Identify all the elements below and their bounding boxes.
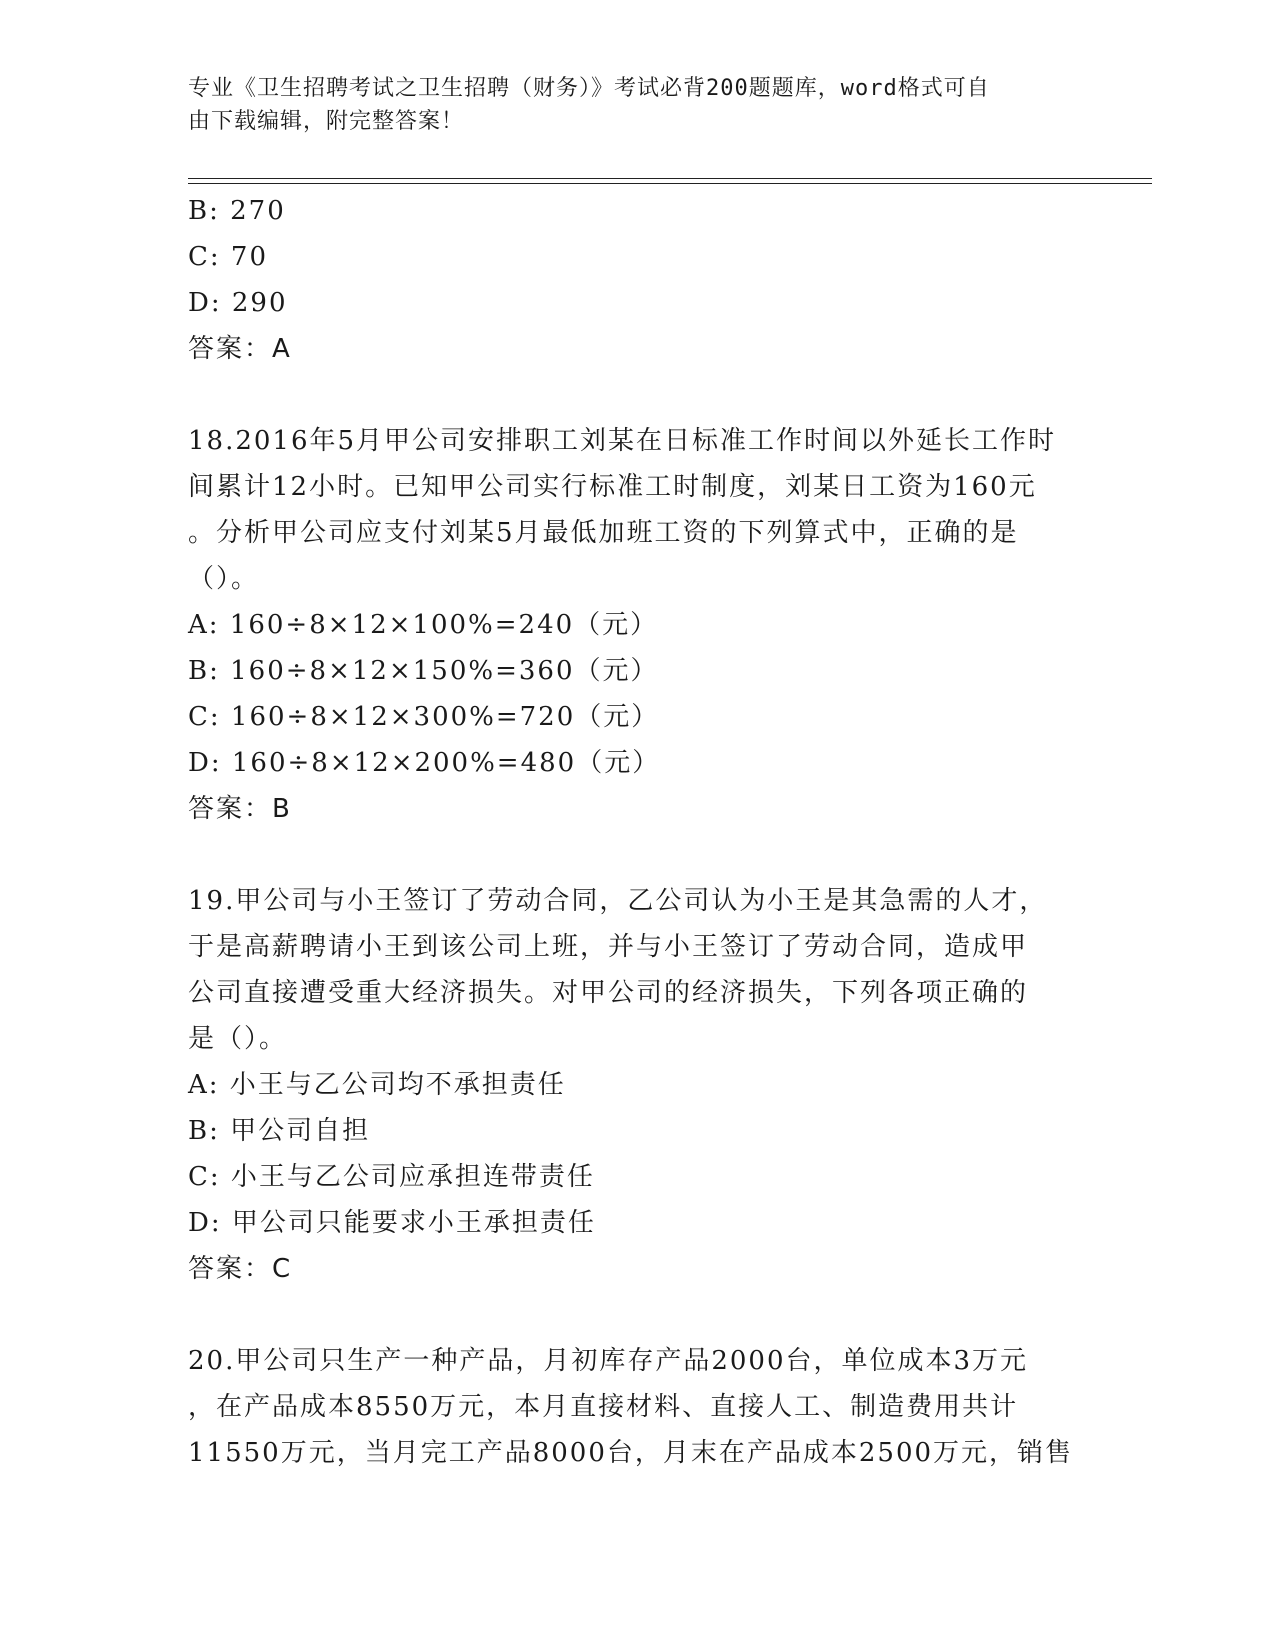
question-text-line: 公司直接遭受重大经济损失。对甲公司的经济损失，下列各项正确的 <box>188 978 1029 1008</box>
document-header <box>188 72 1088 138</box>
option-b: B: 甲公司自担 <box>188 1116 371 1146</box>
header-line-2: 由下载编辑，附完整答案！ <box>188 109 465 134</box>
answer-line: 答案：C <box>188 1254 293 1284</box>
answer-line: 答案：A <box>188 334 292 364</box>
option-c: C: 小王与乙公司应承担连带责任 <box>188 1162 595 1192</box>
question-20 <box>188 1338 1088 1476</box>
question-text-line: 20.甲公司只生产一种产品，月初库存产品2000台，单位成本3万元 <box>188 1346 1029 1376</box>
question-text-line: 间累计12小时。已知甲公司实行标准工时制度，刘某日工资为160元 <box>188 472 1037 502</box>
header-line-1: 专业《卫生招聘考试之卫生招聘（财务）》考试必背200题题库，word格式可自 <box>188 76 990 101</box>
question-text-line: 。分析甲公司应支付刘某5月最低加班工资的下列算式中，正确的是 <box>188 518 1019 548</box>
option-b: B: 160÷8×12×150%=360（元） <box>188 656 659 686</box>
previous-question-tail <box>188 188 1088 372</box>
answer-line: 答案：B <box>188 794 292 824</box>
header-divider-bottom <box>188 183 1152 184</box>
question-18 <box>188 418 1088 832</box>
question-text-line: 是（）。 <box>188 1024 288 1054</box>
option-d: D: 290 <box>188 288 288 318</box>
option-a: A: 160÷8×12×100%=240（元） <box>188 610 659 640</box>
question-text-line: ，在产品成本8550万元，本月直接材料、直接人工、制造费用共计 <box>188 1392 1019 1422</box>
option-c: C: 70 <box>188 242 269 272</box>
option-d: D: 甲公司只能要求小王承担责任 <box>188 1208 596 1238</box>
question-text-line: 于是高薪聘请小王到该公司上班，并与小王签订了劳动合同，造成甲 <box>188 932 1029 962</box>
option-a: A: 小王与乙公司均不承担责任 <box>188 1070 566 1100</box>
question-text-line: 11550万元，当月完工产品8000台，月末在产品成本2500万元，销售 <box>188 1438 1074 1468</box>
header-divider-top <box>188 178 1152 179</box>
option-d: D: 160÷8×12×200%=480（元） <box>188 748 661 778</box>
question-text-line: （）。 <box>188 564 260 594</box>
question-text-line: 18.2016年5月甲公司安排职工刘某在日标准工作时间以外延长工作时 <box>188 426 1057 456</box>
question-19 <box>188 878 1088 1292</box>
document-body <box>188 188 1088 1476</box>
question-text-line: 19.甲公司与小王签订了劳动合同，乙公司认为小王是其急需的人才， <box>188 886 1048 916</box>
option-c: C: 160÷8×12×300%=720（元） <box>188 702 660 732</box>
option-b: B: 270 <box>188 196 286 226</box>
